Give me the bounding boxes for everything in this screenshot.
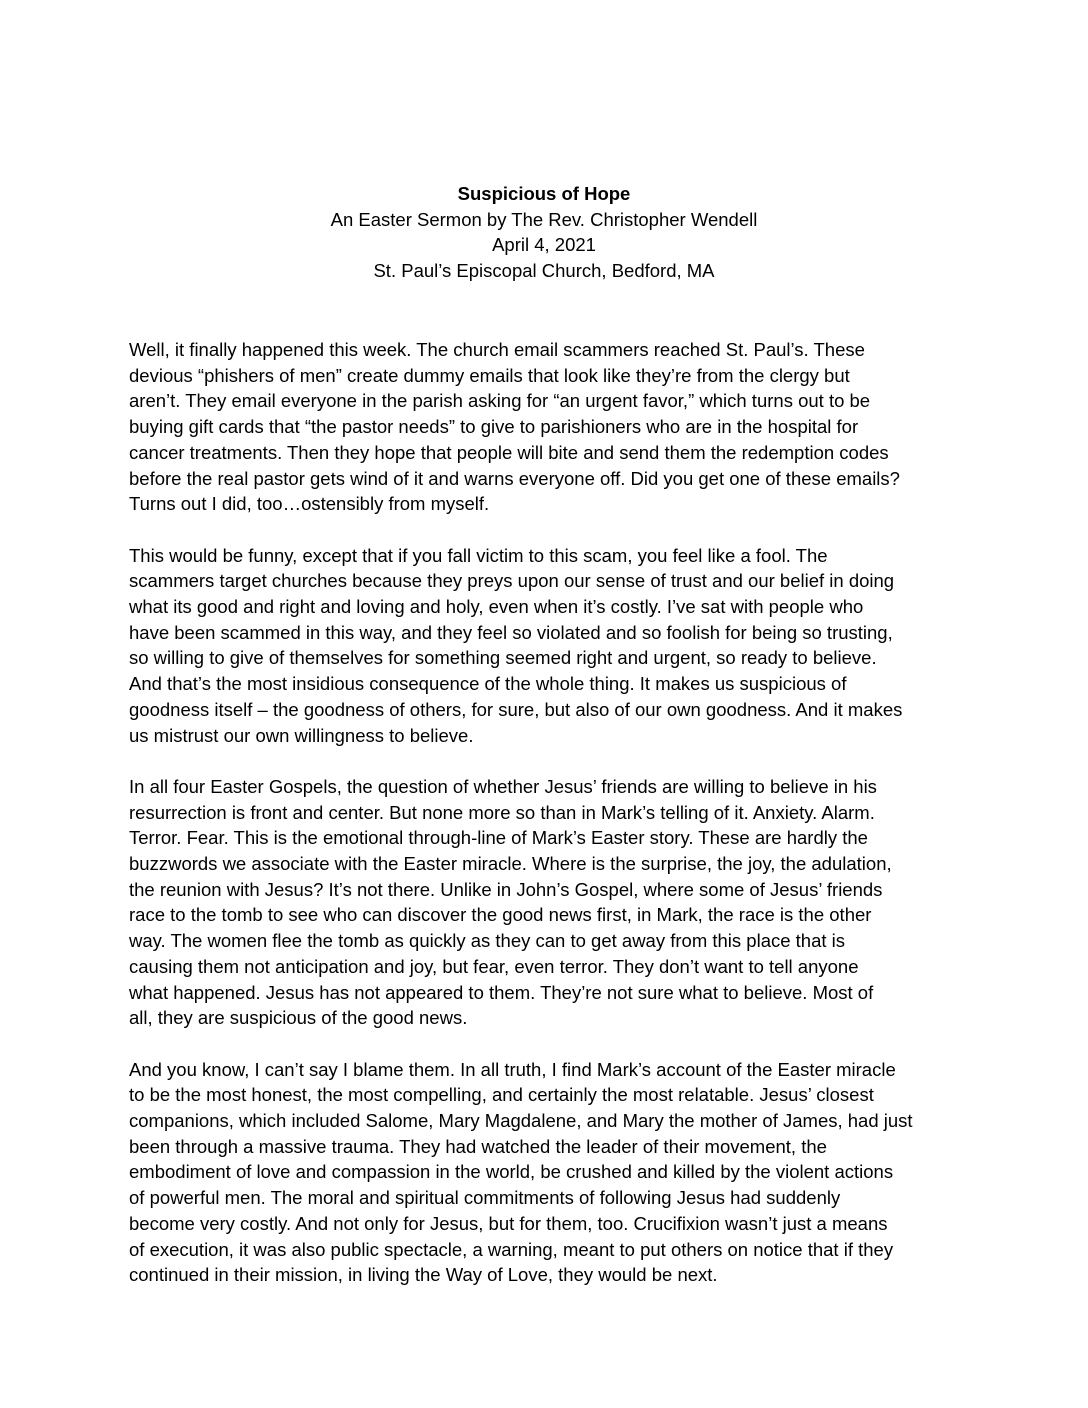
sermon-subtitle: An Easter Sermon by The Rev. Christopher Wendell bbox=[330, 208, 758, 230]
paragraph-line: before the real pastor gets wind of it and warns everyone off. Did you get one of these emails? bbox=[129, 467, 900, 489]
paragraph-line: become very costly. And not only for Jesus, but for them, too. Crucifixion wasn’t just a means bbox=[129, 1212, 888, 1234]
paragraph-line: resurrection is front and center. But none more so than in Mark’s telling of it. Anxiety. Alarm. bbox=[129, 801, 875, 823]
paragraph-line: us mistrust our own willingness to believe. bbox=[129, 724, 474, 746]
paragraph-line: so willing to give of themselves for something seemed right and urgent, so ready to believe. bbox=[129, 647, 877, 669]
sermon-body bbox=[129, 337, 969, 1314]
paragraph-line: And that’s the most insidious consequence of the whole thing. It makes us suspicious of bbox=[129, 673, 847, 695]
paragraph-line: what its good and right and loving and holy, even when it’s costly. I’ve sat with people who bbox=[129, 596, 864, 618]
paragraph-line: causing them not anticipation and joy, but fear, even terror. They don’t want to tell anyone bbox=[129, 955, 859, 977]
paragraph-line: embodiment of love and compassion in the world, be crushed and killed by the violent actions bbox=[129, 1161, 894, 1183]
paragraph-line: continued in their mission, in living the Way of Love, they would be next. bbox=[129, 1264, 718, 1286]
sermon-date: April 4, 2021 bbox=[492, 234, 596, 255]
paragraph-line: Turns out I did, too…ostensibly from myself. bbox=[129, 493, 490, 515]
paragraph-line: buzzwords we associate with the Easter miracle. Where is the surprise, the joy, the adulation, bbox=[129, 853, 892, 875]
paragraph-line: This would be funny, except that if you fall victim to this scam, you feel like a fool. The bbox=[129, 544, 828, 566]
paragraph-line: scammers target churches because they preys upon our sense of trust and our belief in doing bbox=[129, 570, 895, 592]
paragraph-line: the reunion with Jesus? It’s not there. Unlike in John’s Gospel, where some of Jesus’ friends bbox=[129, 878, 883, 900]
paragraph-line: And you know, I can’t say I blame them. In all truth, I find Mark’s account of the Easter miracle bbox=[129, 1058, 896, 1080]
sermon-paragraph bbox=[129, 337, 969, 517]
paragraph-line: of execution, it was also public spectacle, a warning, meant to put others on notice that if they bbox=[129, 1238, 894, 1260]
paragraph-line: way. The women flee the tomb as quickly as they can to get away from this place that is bbox=[129, 930, 846, 952]
paragraph-line: companions, which included Salome, Mary Magdalene, and Mary the mother of James, had just bbox=[129, 1110, 913, 1132]
paragraph-line: aren’t. They email everyone in the parish asking for “an urgent favor,” which turns out to be bbox=[129, 390, 871, 412]
paragraph-line: Terror. Fear. This is the emotional through-line of Mark’s Easter story. These are hardly the bbox=[129, 827, 868, 849]
paragraph-line: buying gift cards that “the pastor needs” to give to parishioners who are in the hospital for bbox=[129, 416, 859, 438]
sermon-title: Suspicious of Hope bbox=[457, 183, 631, 204]
sermon-paragraph bbox=[129, 543, 969, 749]
paragraph-line: cancer treatments. Then they hope that people will bite and send them the redemption codes bbox=[129, 441, 889, 463]
paragraph-line: of powerful men. The moral and spiritual commitments of following Jesus had suddenly bbox=[129, 1187, 841, 1209]
church-location: St. Paul’s Episcopal Church, Bedford, MA bbox=[373, 259, 715, 281]
paragraph-line: to be the most honest, the most compelling, and certainly the most relatable. Jesus’ closest bbox=[129, 1084, 874, 1106]
paragraph-line: In all four Easter Gospels, the question of whether Jesus’ friends are willing to believe in his bbox=[129, 775, 877, 797]
sermon-header bbox=[0, 181, 1088, 283]
paragraph-line: devious “phishers of men” create dummy emails that look like they’re from the clergy but bbox=[129, 364, 850, 386]
paragraph-line: what happened. Jesus has not appeared to them. They’re not sure what to believe. Most of bbox=[129, 981, 874, 1003]
sermon-paragraph bbox=[129, 1057, 969, 1288]
paragraph-line: been through a massive trauma. They had watched the leader of their movement, the bbox=[129, 1135, 827, 1157]
paragraph-line: have been scammed in this way, and they feel so violated and so foolish for being so trusting, bbox=[129, 621, 893, 643]
sermon-paragraph bbox=[129, 774, 969, 1031]
paragraph-line: goodness itself – the goodness of others, for sure, but also of our own goodness. And it makes bbox=[129, 698, 903, 720]
paragraph-line: all, they are suspicious of the good news. bbox=[129, 1007, 468, 1029]
paragraph-line: race to the tomb to see who can discover the good news first, in Mark, the race is the other bbox=[129, 904, 872, 926]
paragraph-line: Well, it finally happened this week. The church email scammers reached St. Paul’s. These bbox=[129, 339, 865, 360]
